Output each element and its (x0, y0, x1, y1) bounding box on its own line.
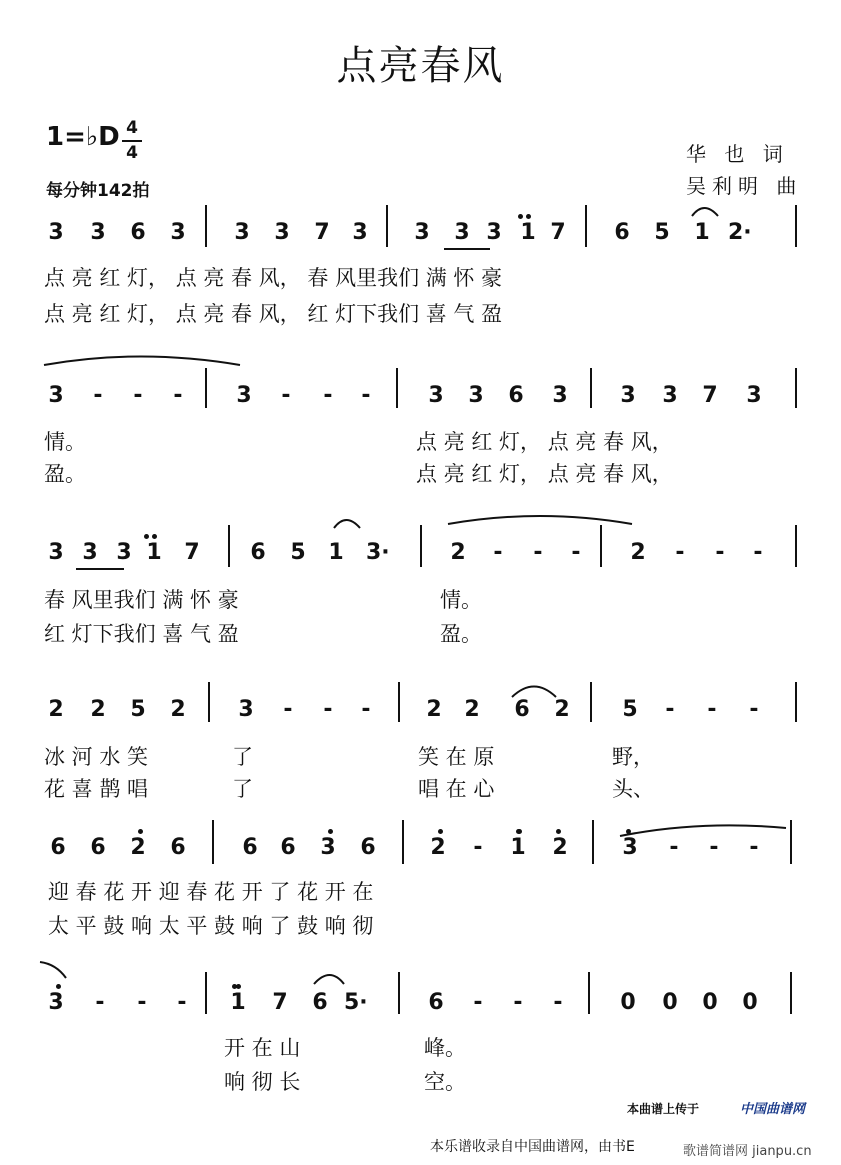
note: 5 (654, 220, 670, 245)
lyrics-row2-verse1-end: 点 亮 红 灯， 点 亮 春 风， (416, 430, 673, 454)
note: 3 (320, 835, 336, 860)
note: - (361, 383, 371, 408)
note: 0 (742, 990, 758, 1015)
note: 3 (746, 383, 762, 408)
lyrics-row3-verse1-start: 春 风里我们 满 怀 豪 (44, 588, 239, 612)
note: - (137, 990, 147, 1015)
lyrics-row3-verse1-end: 情。 (440, 588, 482, 612)
lyrics-row2-verse1-start: 情。 (44, 430, 86, 454)
note: 6 (50, 835, 66, 860)
footer-source: 本乐谱收录自中国曲谱网，由书E (430, 1139, 635, 1155)
lyrics-row4-verse2-b: 了 (232, 777, 253, 801)
note: - (493, 540, 503, 565)
note: - (665, 697, 675, 722)
page-title: 点亮春风 (336, 43, 505, 89)
note: - (749, 835, 759, 860)
note: 6 (312, 990, 328, 1015)
note: 6 (130, 220, 146, 245)
slur-row3 (334, 520, 360, 528)
tie-row2 (44, 357, 240, 366)
note: - (133, 383, 143, 408)
note: 7 (550, 220, 566, 245)
note: - (753, 540, 763, 565)
note: 7 (184, 540, 200, 565)
tempo-marking: 每分钟142拍 (46, 181, 150, 201)
lyrics-row4-verse2-a: 花 喜 鹊 唱 (44, 777, 149, 801)
lyrics-row1-verse2: 点 亮 红 灯， 点 亮 春 风， 红 灯下我们 喜 气 盈 (44, 302, 503, 326)
note: 2 (450, 540, 466, 565)
note: 2 (552, 835, 568, 860)
note: - (571, 540, 581, 565)
note: 3 (238, 697, 254, 722)
note: - (173, 383, 183, 408)
note: - (533, 540, 543, 565)
lyrics-row6-verse2-b: 空。 (424, 1070, 466, 1094)
time-signature: 4 4 (122, 118, 142, 164)
note: 2 (130, 835, 146, 860)
note: 6 (250, 540, 266, 565)
footer-logo: 中国曲谱网 (740, 1102, 806, 1117)
note: 3 (236, 383, 252, 408)
note: 6 (514, 697, 530, 722)
note: 3 (552, 383, 568, 408)
note: 5 (622, 697, 638, 722)
lyricist-credit: 华 也 词 (686, 142, 789, 166)
lyrics-row4-verse1-c: 笑 在 原 (418, 745, 495, 769)
composer-credit: 吴利明 曲 (686, 174, 803, 198)
note: 7 (314, 220, 330, 245)
lyrics-row2-verse2-end: 点 亮 红 灯， 点 亮 春 风， (416, 462, 673, 486)
note: 5· (344, 990, 368, 1015)
lyrics-row3-verse2-start: 红 灯下我们 喜 气 盈 (44, 622, 239, 646)
note: 3 (116, 540, 132, 565)
tie-row3 (448, 516, 632, 524)
note: 3 (454, 220, 470, 245)
note: - (707, 697, 717, 722)
note: - (283, 697, 293, 722)
note: 6 (508, 383, 524, 408)
note: 1 (230, 990, 246, 1015)
slur-row4 (512, 687, 556, 698)
note: 3 (48, 383, 64, 408)
note: 0 (702, 990, 718, 1015)
note: - (513, 990, 523, 1015)
note: - (323, 383, 333, 408)
tie-row6 (40, 962, 66, 978)
lyrics-row4-verse1-b: 了 (232, 745, 253, 769)
lyrics-row2-verse2-start: 盈。 (44, 462, 86, 486)
lyrics-row5-verse1: 迎 春 花 开 迎 春 花 开 了 花 开 在 (48, 880, 374, 904)
lyrics-row3-verse2-end: 盈。 (440, 622, 482, 646)
lyrics-row6-verse2-a: 响 彻 长 (224, 1070, 301, 1094)
note: 3 (622, 835, 638, 860)
note: 2 (630, 540, 646, 565)
slur-row6 (314, 975, 344, 984)
note: - (553, 990, 563, 1015)
lyrics-row1-verse1: 点 亮 红 灯， 点 亮 春 风， 春 风里我们 满 怀 豪 (44, 266, 503, 290)
note: 2 (430, 835, 446, 860)
note: - (473, 835, 483, 860)
note: 2 (170, 697, 186, 722)
note: - (323, 697, 333, 722)
note: 2· (728, 220, 752, 245)
lyrics-row6-verse1-a: 开 在 山 (224, 1036, 301, 1060)
note: 2 (90, 697, 106, 722)
note: 7 (702, 383, 718, 408)
note: 2 (426, 697, 442, 722)
note: 1 (146, 540, 162, 565)
note: 3 (48, 990, 64, 1015)
note: - (177, 990, 187, 1015)
lyrics-row4-verse2-d: 头、 (612, 777, 654, 801)
note: 6 (428, 990, 444, 1015)
note: 0 (620, 990, 636, 1015)
note: 3 (414, 220, 430, 245)
note: 3 (428, 383, 444, 408)
note: 3· (366, 540, 390, 565)
footer-upload-note: 本曲谱上传于 (627, 1102, 700, 1116)
note: 3 (486, 220, 502, 245)
lyrics-row4-verse2-c: 唱 在 心 (418, 777, 495, 801)
note: 6 (90, 835, 106, 860)
note: 3 (468, 383, 484, 408)
note: 3 (234, 220, 250, 245)
note: 7 (272, 990, 288, 1015)
slur-row1 (692, 208, 718, 216)
note: - (749, 697, 759, 722)
note: - (93, 383, 103, 408)
note: 6 (614, 220, 630, 245)
note: 6 (170, 835, 186, 860)
note: 5 (290, 540, 306, 565)
note: 1 (694, 220, 710, 245)
note: 3 (48, 220, 64, 245)
note: 2 (48, 697, 64, 722)
note: 3 (620, 383, 636, 408)
lyrics-row5-verse2: 太 平 鼓 响 太 平 鼓 响 了 鼓 响 彻 (48, 914, 374, 938)
note: 0 (662, 990, 678, 1015)
note: 1 (520, 220, 536, 245)
note: 1 (510, 835, 526, 860)
note: 3 (274, 220, 290, 245)
note: - (95, 990, 105, 1015)
note: 6 (242, 835, 258, 860)
note: 3 (170, 220, 186, 245)
note: - (281, 383, 291, 408)
note: - (669, 835, 679, 860)
note: 3 (662, 383, 678, 408)
note: 5 (130, 697, 146, 722)
note: - (675, 540, 685, 565)
note: 2 (464, 697, 480, 722)
note: - (709, 835, 719, 860)
note: - (715, 540, 725, 565)
note: 3 (82, 540, 98, 565)
note: 3 (48, 540, 64, 565)
footer-watermark: 歌谱简谱网 jianpu.cn (683, 1144, 812, 1159)
key-signature: 1=♭D (46, 122, 120, 152)
tie-row5 (620, 825, 786, 836)
note: - (473, 990, 483, 1015)
note: 1 (328, 540, 344, 565)
lyrics-row4-verse1-a: 冰 河 水 笑 (44, 745, 149, 769)
note: 3 (352, 220, 368, 245)
lyrics-row4-verse1-d: 野， (612, 745, 654, 769)
note: 6 (280, 835, 296, 860)
note: 6 (360, 835, 376, 860)
note: 2 (554, 697, 570, 722)
lyrics-row6-verse1-b: 峰。 (424, 1036, 466, 1060)
note: 3 (90, 220, 106, 245)
note: - (361, 697, 371, 722)
